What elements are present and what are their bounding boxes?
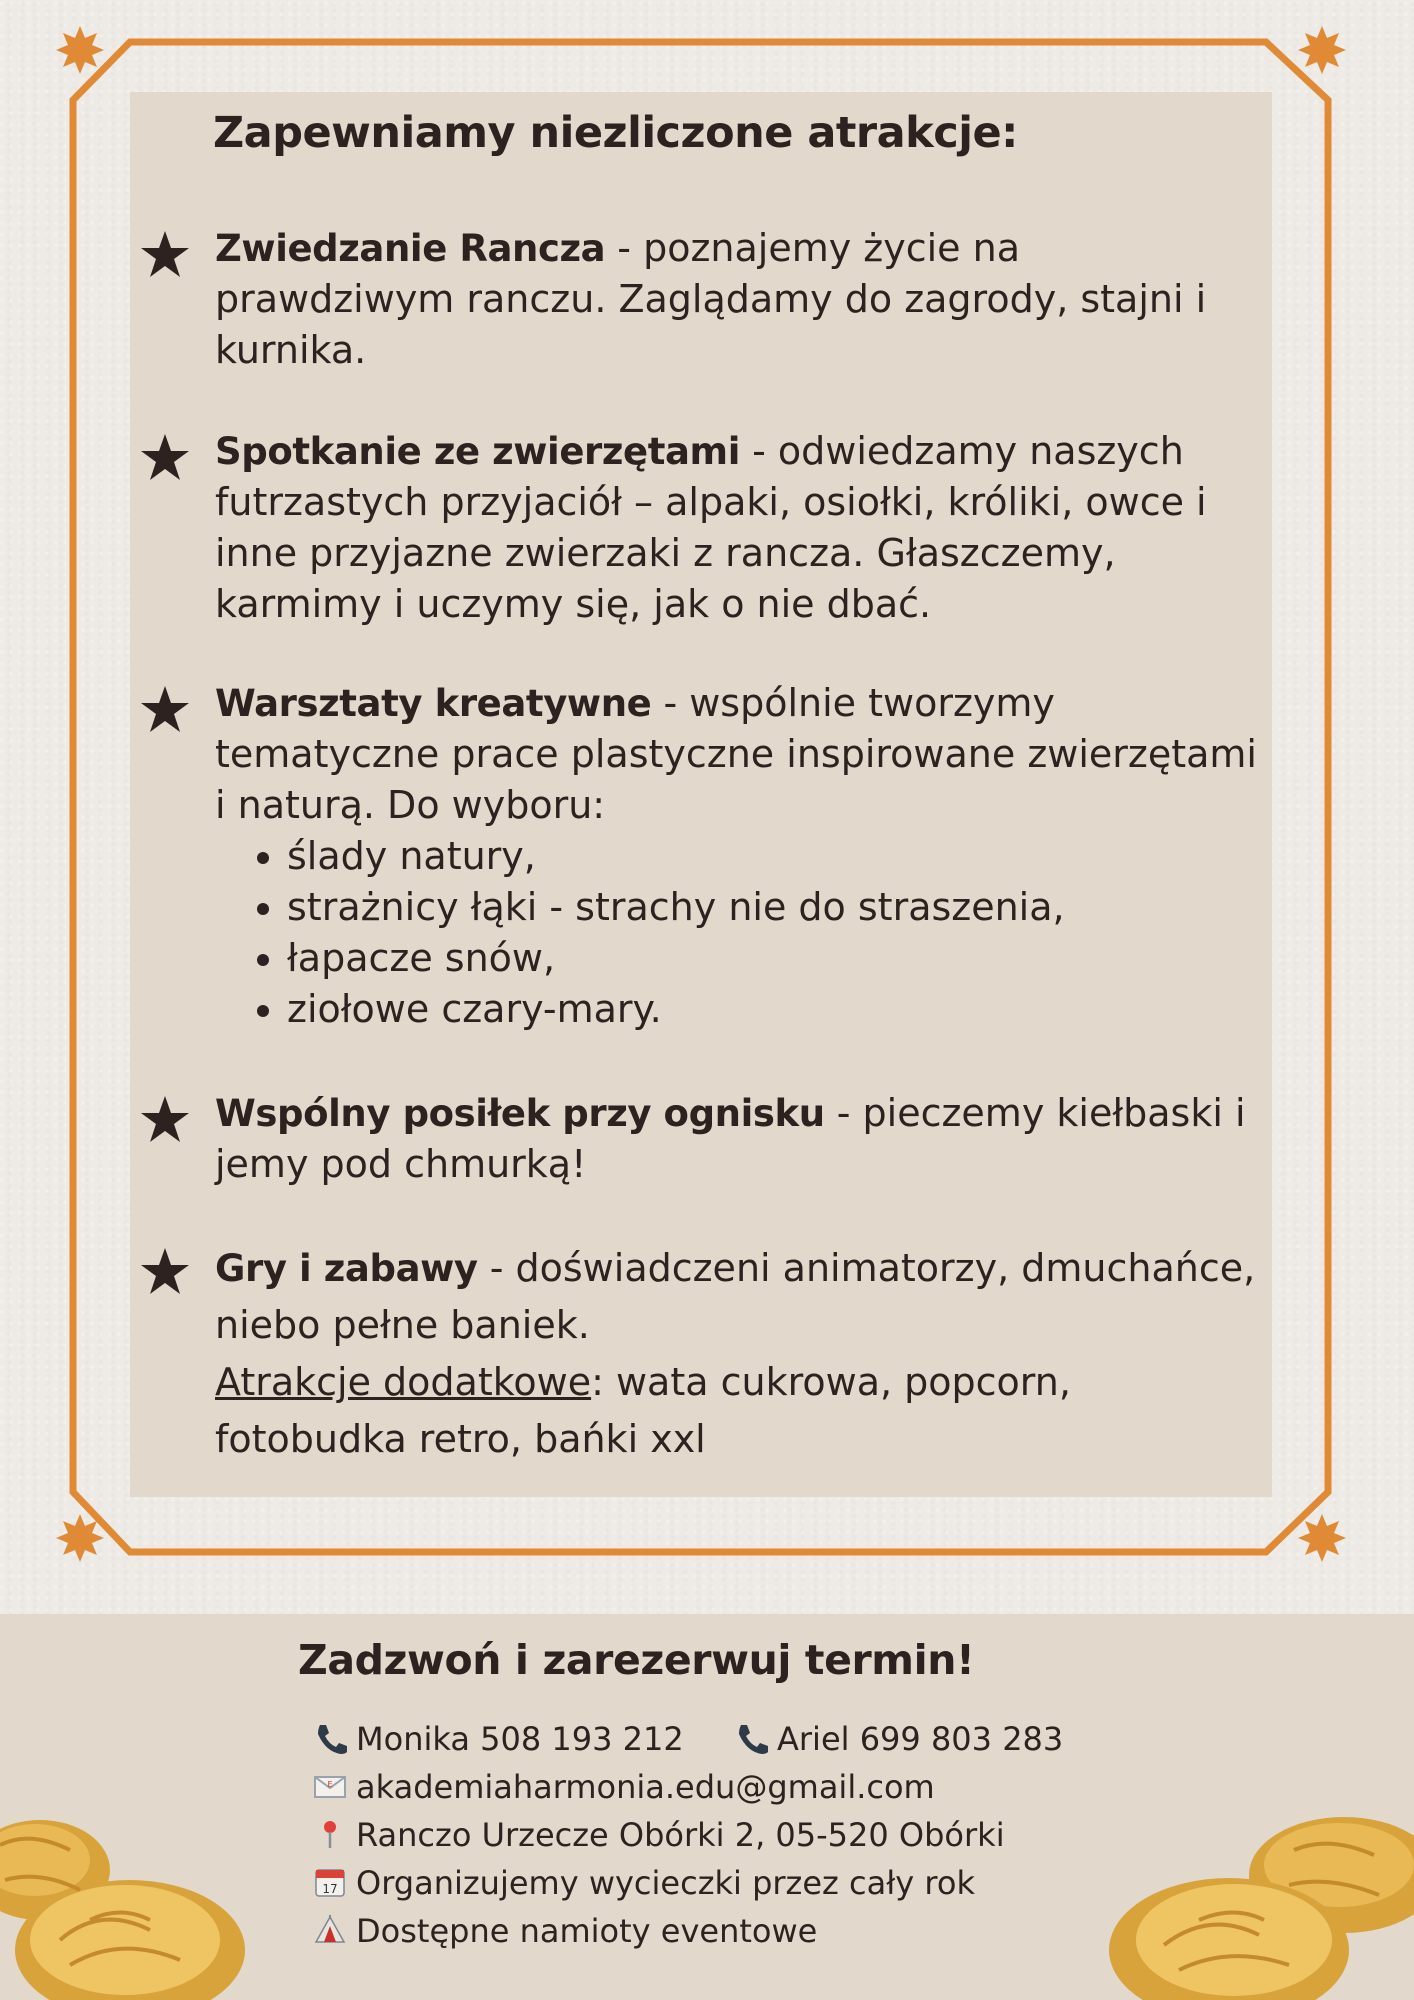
extra-attractions-text: : wata cukrowa, popcorn, fotobudka retro, bańki xxl <box>215 1360 1071 1461</box>
contact-email[interactable] <box>312 1767 935 1807</box>
attraction-title: Gry i zabawy <box>215 1247 478 1290</box>
sun-ornament-icon <box>1298 26 1346 74</box>
contact-title: Zadzwoń i zarezerwuj termin! <box>298 1636 975 1684</box>
envelope-icon <box>312 1770 348 1802</box>
attraction-title: Spotkanie ze zwierzętami <box>215 430 740 473</box>
phone-number-ariel: Ariel 699 803 283 <box>777 1720 1064 1758</box>
sun-ornament-icon <box>56 26 104 74</box>
list-item: • łapacze snów, <box>287 933 1260 984</box>
attraction-title: Warsztaty kreatywne <box>215 682 652 725</box>
address-text: Ranczo Urzecze Obórki 2, 05-520 Obórki <box>356 1816 1005 1854</box>
attraction-description: - wspólnie tworzymy tematyczne prace plastyczne inspirowane zwierzętami i naturą. Do wyboru: <box>215 681 1257 827</box>
attraction-item-ranch-tour <box>140 223 1260 376</box>
contact-trips <box>312 1863 975 1903</box>
list-item: • strażnicy łąki - strachy nie do straszenia, <box>287 882 1260 933</box>
star-icon <box>140 229 190 279</box>
extra-attractions-label: Atrakcje dodatkowe <box>215 1360 592 1404</box>
sun-ornament-icon <box>1298 1514 1346 1562</box>
star-icon <box>140 684 190 734</box>
svg-text:E: E <box>327 1780 333 1789</box>
attraction-item-animals <box>140 426 1260 630</box>
attractions-heading: Zapewniamy niezliczone atrakcje: <box>213 108 1018 158</box>
contact-phone-monika[interactable] <box>312 1719 684 1759</box>
attraction-text <box>215 1088 1260 1190</box>
contact-phone-ariel[interactable] <box>733 1719 1063 1759</box>
star-icon <box>140 1246 190 1296</box>
trips-text: Organizujemy wycieczki przez cały rok <box>356 1864 975 1902</box>
star-icon <box>140 1094 190 1144</box>
list-item: • ziołowe czary-mary. <box>287 984 1260 1035</box>
attraction-title: Wspólny posiłek przy ognisku <box>215 1092 825 1135</box>
attraction-text <box>215 678 1260 1035</box>
attraction-text <box>215 223 1260 376</box>
phone-icon <box>733 1722 769 1754</box>
attraction-description: - poznajemy życie na prawdziwym ranczu. Zaglądamy do zagrody, stajni i kurnika. <box>215 226 1207 372</box>
attraction-description: - doświadczeni animatorzy, dmuchańce, niebo pełne baniek. <box>215 1246 1256 1347</box>
attraction-title: Zwiedzanie Rancza <box>215 227 606 270</box>
attraction-item-workshops <box>140 678 1260 1035</box>
workshop-options-list <box>215 831 1260 1035</box>
attraction-item-games <box>140 1240 1260 1468</box>
hay-bale-icon <box>1104 1800 1414 2000</box>
phone-number-monika: Monika 508 193 212 <box>356 1720 684 1758</box>
hay-bale-icon <box>0 1800 260 2000</box>
attraction-item-bonfire-meal <box>140 1088 1260 1190</box>
attraction-text <box>215 426 1260 630</box>
svg-text:17: 17 <box>322 1882 338 1896</box>
tent-icon <box>312 1914 348 1946</box>
attraction-text <box>215 1240 1260 1468</box>
sun-ornament-icon <box>56 1514 104 1562</box>
attraction-description: - odwiedzamy naszych futrzastych przyjaciół – alpaki, osiołki, króliki, owce i inne przyjazne zwierzaki z rancza. Głaszczemy, karmimy i uczymy się, jak o nie dbać. <box>215 429 1207 626</box>
phone-icon <box>312 1722 348 1754</box>
list-item: • ślady natury, <box>287 831 1260 882</box>
email-address: akademiaharmonia.edu@gmail.com <box>356 1768 935 1806</box>
pin-icon <box>312 1818 348 1850</box>
contact-tents <box>312 1911 817 1951</box>
attraction-description: - pieczemy kiełbaski i jemy pod chmurką! <box>215 1091 1246 1186</box>
calendar-icon <box>312 1866 348 1898</box>
contact-address <box>312 1815 1005 1855</box>
tents-text: Dostępne namioty eventowe <box>356 1912 818 1950</box>
star-icon <box>140 432 190 482</box>
